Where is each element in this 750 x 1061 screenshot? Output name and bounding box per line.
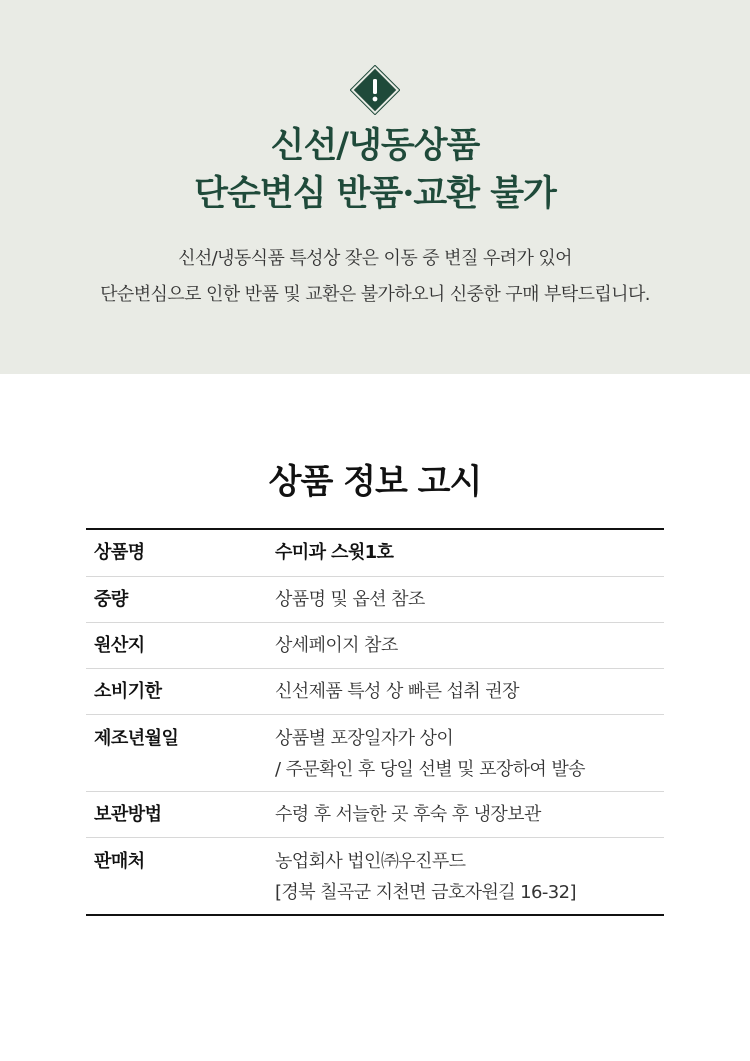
table-row-storage bbox=[86, 791, 664, 837]
row-value-line1: 상품별 포장일자가 상이 bbox=[275, 728, 454, 749]
notice-title-line1: 신선/냉동상품 bbox=[270, 125, 480, 166]
row-label: 소비기한 bbox=[94, 680, 162, 702]
table-row-seller bbox=[86, 837, 664, 914]
row-value-line2: / 주문확인 후 당일 선별 및 포장하여 발송 bbox=[275, 759, 585, 780]
row-value: 수미과 스윗1호 bbox=[275, 542, 394, 563]
row-label: 중량 bbox=[94, 588, 128, 610]
row-label: 상품명 bbox=[94, 542, 145, 563]
row-value: 신선제품 특성 상 빠른 섭취 권장 bbox=[275, 680, 519, 702]
row-label: 제조년월일 bbox=[94, 728, 179, 749]
row-value bbox=[275, 846, 664, 914]
row-value-line1: 농업회사 법인㈜우진푸드 bbox=[275, 851, 466, 872]
notice-description bbox=[0, 241, 750, 313]
table-row-weight bbox=[86, 576, 664, 622]
notice-desc-line1: 신선/냉동식품 특성상 잦은 이동 중 변질 우려가 있어 bbox=[178, 248, 572, 269]
row-value bbox=[275, 723, 664, 791]
row-value: 상세페이지 참조 bbox=[275, 634, 398, 656]
row-label: 판매처 bbox=[94, 851, 145, 872]
notice-title-line2: 단순변심 반품·교환 불가 bbox=[194, 173, 556, 214]
row-value-line2: [경북 칠곡군 지천면 금호자원길 16-32] bbox=[275, 882, 576, 903]
table-row-product-name bbox=[86, 530, 664, 576]
row-value: 수령 후 서늘한 곳 후숙 후 냉장보관 bbox=[275, 803, 541, 825]
product-info-table bbox=[86, 528, 664, 916]
row-value: 상품명 및 옵션 참조 bbox=[275, 588, 425, 610]
table-row-origin bbox=[86, 622, 664, 668]
notice-banner bbox=[0, 0, 750, 374]
notice-desc-line2: 단순변심으로 인한 반품 및 교환은 불가하오니 신중한 구매 부탁드립니다. bbox=[100, 284, 650, 305]
table-row-expiry bbox=[86, 668, 664, 714]
row-label: 보관방법 bbox=[94, 803, 162, 825]
notice-title bbox=[0, 122, 750, 218]
warning-diamond-icon bbox=[350, 65, 400, 115]
product-info-title: 상품 정보 고시 bbox=[268, 462, 482, 502]
row-label: 원산지 bbox=[94, 634, 145, 656]
table-row-manufacture-date bbox=[86, 714, 664, 791]
